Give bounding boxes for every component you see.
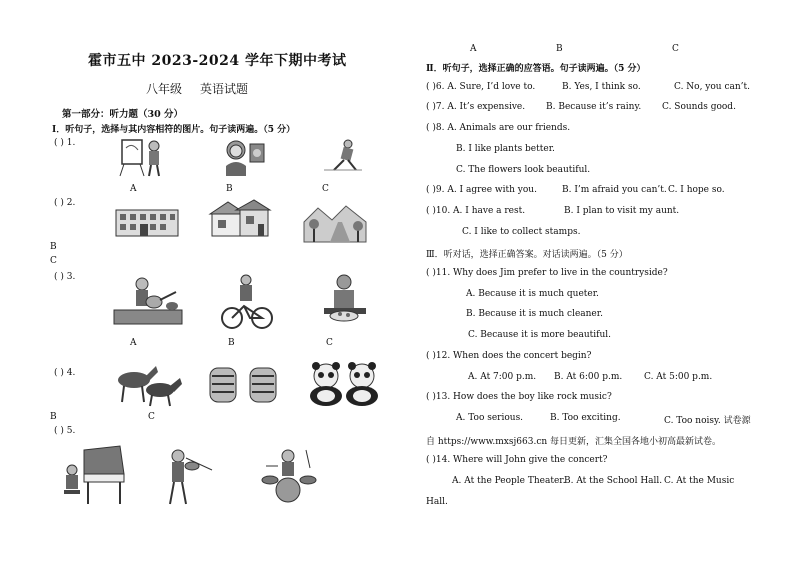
top-label-a: A	[470, 44, 477, 54]
subject-label: 英语试题	[200, 82, 249, 96]
picture-guitar-boy	[112, 276, 184, 326]
question-14-option-c-cont: Hall.	[426, 497, 448, 507]
picture-violin-player	[158, 448, 214, 506]
question-12-option-b: B. At 6:00 p.m.	[554, 372, 623, 382]
top-label-c: C	[672, 44, 679, 54]
stray-label-b: B	[50, 242, 57, 252]
question-11-option-c: C. Because it is more beautiful.	[468, 330, 612, 340]
question-4: ( ) 4.	[54, 368, 76, 378]
question-10-option-b: B. I plan to visit my aunt.	[564, 206, 680, 216]
picture-horses	[110, 362, 186, 408]
question-7-option-c: C. Sounds good.	[662, 102, 736, 112]
picture-country-road	[302, 202, 368, 244]
question-12: ( )12. When does the concert begin?	[426, 351, 592, 361]
part1-heading: 第一部分：听力题（30 分）	[62, 109, 184, 120]
picture-pandas	[306, 362, 382, 408]
question-11: ( )11. Why does Jim prefer to live in the countryside?	[426, 268, 668, 278]
picture-house	[206, 196, 272, 240]
question-8-option-c: C. The flowers look beautiful.	[456, 165, 591, 175]
stray-label-c: C	[50, 256, 57, 266]
page-title: 霍市五中 2023-2024 学年下期中考试	[88, 53, 347, 69]
picture-cycling-boy	[220, 274, 274, 332]
top-label-b: B	[556, 44, 563, 54]
option-label-c-row3: C	[326, 338, 333, 348]
section2-heading: Ⅱ．听句子，选择正确的应答语。句子读两遍。（5 分）	[426, 64, 646, 74]
stray-label-c-2: C	[148, 412, 155, 422]
stray-label-b-2: B	[50, 412, 57, 422]
question-10-option-c: C. I like to collect stamps.	[462, 227, 581, 237]
question-13-option-a: A. Too serious.	[456, 413, 524, 423]
question-7: ( )7. A. It’s expensive.	[426, 102, 526, 112]
question-14-option-a: A. At the People Theater.	[452, 476, 566, 486]
question-13-option-b: B. Too exciting.	[550, 413, 621, 423]
question-11-option-b: B. Because it is much cleaner.	[466, 309, 603, 319]
picture-piano-player	[62, 444, 126, 506]
question-6: ( )6. A. Sure, I’d love to.	[426, 82, 536, 92]
watermark-line: 自 https://www.mxsj663.cn 每日更新，汇集全国各地小初高最新试卷。	[426, 437, 722, 447]
question-3: ( ) 3.	[54, 272, 76, 282]
question-14-option-c: C. At the Music	[664, 476, 735, 486]
picture-eating-boy	[322, 274, 368, 326]
option-label-a: A	[130, 184, 137, 194]
question-6-option-c: C. No, you can’t.	[674, 82, 751, 92]
question-14: ( )14. Where will John give the concert?	[426, 455, 608, 465]
question-12-option-a: A. At 7:00 p.m.	[468, 372, 537, 382]
question-10: ( )10. A. I have a rest.	[426, 206, 526, 216]
question-2: ( ) 2.	[54, 198, 76, 208]
option-label-b: B	[226, 184, 233, 194]
picture-tigers	[206, 360, 282, 408]
picture-drummer	[258, 446, 322, 508]
question-11-option-a: A. Because it is much queter.	[466, 289, 599, 299]
section1-heading: Ⅰ．听句子，选择与其内容相符的图片。句子读两遍。（5 分）	[52, 125, 296, 135]
picture-listening-girl	[216, 136, 266, 176]
question-1: ( ) 1.	[54, 138, 76, 148]
question-5: ( ) 5.	[54, 426, 76, 436]
question-8-option-b: B. I like plants better.	[456, 144, 555, 154]
question-9-option-b: B. I’m afraid you can’t.	[562, 185, 667, 195]
option-label-a-row3: A	[130, 338, 137, 348]
question-12-option-c: C. At 5:00 p.m.	[644, 372, 713, 382]
section3-heading: Ⅲ．听对话，选择正确答案。对话读两遍。（5 分）	[426, 250, 628, 260]
option-label-c: C	[322, 184, 329, 194]
question-13-option-c: C. Too noisy. 试卷源	[664, 416, 751, 426]
question-13: ( )13. How does the boy like rock music?	[426, 392, 612, 402]
picture-painting-boy	[118, 136, 168, 178]
picture-school-building	[114, 202, 180, 240]
picture-running-man	[318, 138, 366, 174]
question-8: ( )8. A. Animals are our friends.	[426, 123, 571, 133]
option-label-b-row3: B	[228, 338, 235, 348]
question-9: ( )9. A. I agree with you.	[426, 185, 537, 195]
question-6-option-b: B. Yes, I think so.	[562, 82, 641, 92]
question-14-option-b: B. At the School Hall.	[564, 476, 663, 486]
question-9-option-c: C. I hope so.	[668, 185, 725, 195]
question-7-option-b: B. Because it’s rainy.	[546, 102, 642, 112]
grade-label: 八年级	[146, 82, 183, 96]
